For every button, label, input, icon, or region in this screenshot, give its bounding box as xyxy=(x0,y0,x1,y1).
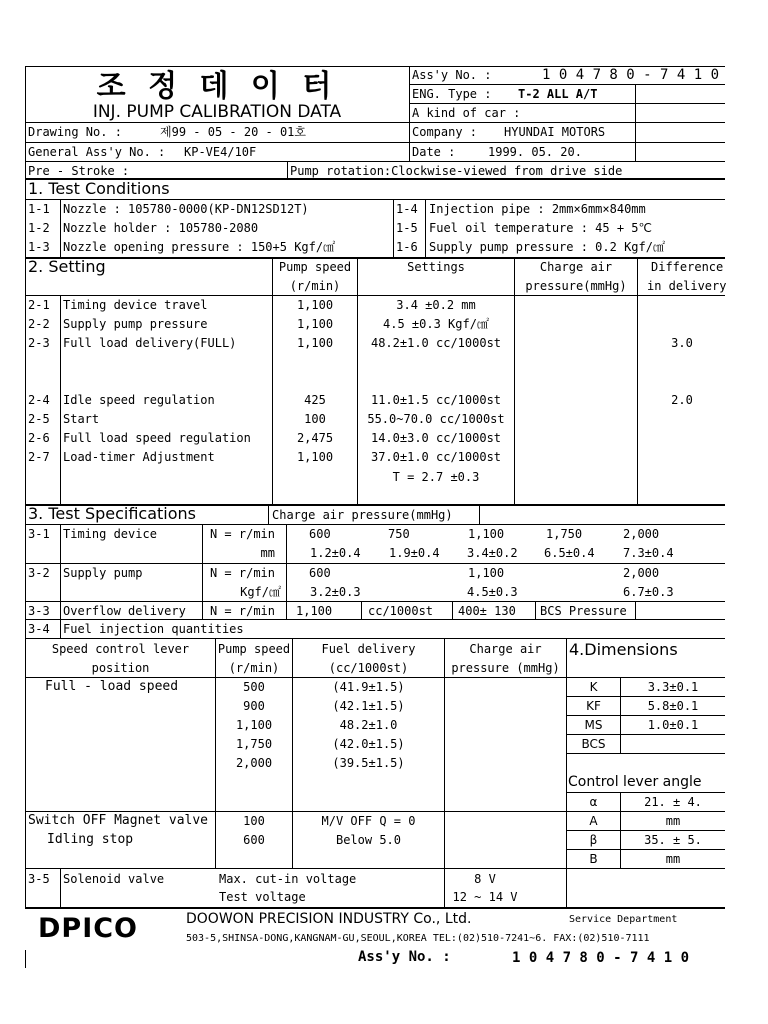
cutin-value: 8 V xyxy=(474,872,496,886)
eng-type-label: ENG. Type : xyxy=(412,87,492,101)
col-lever: Speed control lever xyxy=(51,642,190,656)
idling-stop-delivery: Below 5.0 xyxy=(335,833,402,847)
assy-no-value: 1 0 4 7 8 0 - 7 4 1 0 xyxy=(542,67,720,83)
dimension-key: K xyxy=(589,680,598,694)
spec-speed: 2,000 xyxy=(623,566,660,580)
fi-speed: 900 xyxy=(243,699,265,713)
dimension-key: BCS xyxy=(581,737,606,751)
col-difference-2: in delivery xyxy=(647,279,727,293)
spec-value: 6.7±0.3 xyxy=(623,585,674,599)
pump-rotation: Pump rotation:Clockwise-viewed from drive side xyxy=(290,164,623,178)
assy-no-label: Ass'y No. : xyxy=(412,68,492,82)
lever-key: β xyxy=(589,833,598,847)
spec-item: Timing device xyxy=(63,527,157,541)
dpico-logo: DPICO xyxy=(38,913,139,944)
condition-text: Nozzle opening pressure : 150+5 Kgf/㎠ xyxy=(63,240,336,254)
setting-value: 4.5 ±0.3 Kgf/㎠ xyxy=(383,317,489,331)
condition-no: 1-6 xyxy=(396,240,418,254)
dimension-key: KF xyxy=(586,699,601,713)
section-setting-heading: 2. Setting xyxy=(28,257,106,276)
dimension-value: 3.3±0.1 xyxy=(647,680,699,694)
spec-value: 4.5±0.3 xyxy=(467,585,518,599)
spec-no: 3-2 xyxy=(28,566,50,580)
footer-company: DOOWON PRECISION INDUSTRY Co., Ltd. xyxy=(186,911,472,927)
dimensions-heading: 4.Dimensions xyxy=(569,640,678,659)
setting-value: 48.2±1.0 cc/1000st xyxy=(370,336,502,350)
spec-speed: 600 xyxy=(309,566,331,580)
condition-no: 1-4 xyxy=(396,202,418,216)
col-fi-delivery-2: (cc/1000st) xyxy=(328,661,409,675)
idling-stop-speed: 600 xyxy=(243,833,265,847)
setting-item: Full load delivery(FULL) xyxy=(63,336,237,350)
fi-delivery: (42.1±1.5) xyxy=(332,699,405,713)
spec-item: Supply pump xyxy=(63,566,143,580)
spec-unit: N = r/min xyxy=(209,527,275,541)
test-voltage-label: Test voltage xyxy=(219,890,306,904)
setting-no: 2-7 xyxy=(28,450,50,464)
fi-speed: 2,000 xyxy=(235,756,273,770)
setting-value: 11.0±1.5 cc/1000st xyxy=(370,393,502,407)
setting-no: 2-1 xyxy=(28,298,50,312)
lever-key: B xyxy=(589,852,598,866)
date-label: Date : xyxy=(412,145,456,159)
general-assy-value: KP-VE4/10F xyxy=(184,145,257,159)
company-value: HYUNDAI MOTORS xyxy=(504,125,606,139)
setting-no: 2-5 xyxy=(28,412,50,426)
test-voltage-value: 12 ~ 14 V xyxy=(452,890,518,904)
col-fi-speed: Pump speed xyxy=(217,642,291,656)
footer-dept: Service Department xyxy=(569,914,678,925)
fi-delivery: (39.5±1.5) xyxy=(332,756,405,770)
kind-of-car-label: A kind of car : xyxy=(412,106,521,120)
spec-item: Solenoid valve xyxy=(63,872,165,886)
setting-speed: 1,100 xyxy=(296,317,334,331)
spec-speed: 600 xyxy=(309,527,331,541)
col-charge-air: Charge air xyxy=(539,260,613,274)
setting-value: 3.4 ±0.2 mm xyxy=(396,298,476,312)
setting-no: 2-4 xyxy=(28,393,50,407)
spec-speed: 1,100 xyxy=(296,604,333,618)
setting-item: Idle speed regulation xyxy=(63,393,215,407)
spec-no: 3-1 xyxy=(28,527,50,541)
section-test-conditions-heading: 1. Test Conditions xyxy=(28,179,170,198)
title-korean: 조 정 데 이 터 xyxy=(96,69,338,104)
setting-item: Load-timer Adjustment xyxy=(63,450,215,464)
condition-text: Injection pipe : 2mm×6mm×840mm xyxy=(429,202,646,216)
title-english: INJ. PUMP CALIBRATION DATA xyxy=(92,102,342,122)
condition-text: Nozzle : 105780-0000(KP-DN12SD12T) xyxy=(63,202,309,216)
setting-value: 14.0±3.0 cc/1000st xyxy=(370,431,502,445)
spec-value: 6.5±0.4 xyxy=(544,546,595,560)
condition-text: Supply pump pressure : 0.2 Kgf/㎠ xyxy=(429,240,665,254)
setting-diff: 2.0 xyxy=(671,393,693,407)
spec-unit: N = r/min xyxy=(209,566,275,580)
section-test-specs-heading: 3. Test Specifications xyxy=(28,504,197,523)
spec-no: 3-3 xyxy=(28,604,50,618)
spec-value: 400± 130 xyxy=(458,604,516,618)
condition-text: Nozzle holder : 105780-2080 xyxy=(63,221,259,235)
fi-speed: 500 xyxy=(243,680,265,694)
setting-value: 37.0±1.0 cc/1000st xyxy=(370,450,502,464)
footer-assy-no: 1 0 4 7 8 0 - 7 4 1 0 xyxy=(512,950,690,966)
col-pump-speed: Pump speed xyxy=(278,260,352,274)
spec-speed: 1,100 xyxy=(468,566,505,580)
switch-off-delivery: M/V OFF Q = 0 xyxy=(321,814,416,828)
setting-no: 2-6 xyxy=(28,431,50,445)
lever-value: mm xyxy=(665,852,681,866)
date-value: 1999. 05. 20. xyxy=(488,145,582,159)
condition-no: 1-5 xyxy=(396,221,418,235)
bcs-pressure-label: BCS Pressure xyxy=(540,604,627,618)
fi-speed: 1,100 xyxy=(235,718,273,732)
col-fi-delivery: Fuel delivery xyxy=(321,642,416,656)
setting-item: Start xyxy=(63,412,100,426)
setting-item: Timing device travel xyxy=(63,298,208,312)
spec-value: 1.9±0.4 xyxy=(389,546,440,560)
fi-delivery: 48.2±1.0 xyxy=(339,718,398,732)
condition-no: 1-2 xyxy=(28,221,50,235)
footer-assy-label: Ass'y No. : xyxy=(358,949,451,965)
setting-no: 2-3 xyxy=(28,336,50,350)
col-pump-speed-unit: (r/min) xyxy=(289,279,341,293)
spec-unit: mm xyxy=(260,546,275,560)
setting-speed: 425 xyxy=(304,393,326,407)
col-fi-speed-2: (r/min) xyxy=(228,661,280,675)
setting-item: Full load speed regulation xyxy=(63,431,251,445)
spec-item: Overflow delivery xyxy=(63,604,186,618)
drawing-no-label: Drawing No. : xyxy=(28,125,122,139)
eng-type-value: T-2 ALL A/T xyxy=(518,87,598,101)
fi-speed: 1,750 xyxy=(235,737,273,751)
col-fi-charge: Charge air xyxy=(469,642,542,656)
fi-delivery: (41.9±1.5) xyxy=(332,680,405,694)
spec-item: Fuel injection quantities xyxy=(63,622,244,636)
spec-value: 3.4±0.2 xyxy=(467,546,518,560)
spec-no: 3-4 xyxy=(28,622,50,636)
control-lever-heading: Control lever angle xyxy=(568,774,702,790)
switch-off-speed: 100 xyxy=(243,814,265,828)
lever-value: 21. ± 4. xyxy=(644,795,702,809)
spec-speed: 750 xyxy=(388,527,410,541)
lever-value: 35. ± 5. xyxy=(644,833,702,847)
spec-unit: Kgf/㎠ xyxy=(240,585,281,599)
setting-extra: T = 2.7 ±0.3 xyxy=(392,470,480,484)
charge-air-label: Charge air pressure(mmHg) xyxy=(272,508,453,522)
spec-no: 3-5 xyxy=(28,872,50,886)
lever-key: A xyxy=(589,814,598,828)
spec-value: 7.3±0.4 xyxy=(623,546,674,560)
setting-value: 55.0~70.0 cc/1000st xyxy=(367,412,505,426)
col-lever-2: position xyxy=(91,661,150,675)
setting-diff: 3.0 xyxy=(671,336,693,350)
setting-speed: 1,100 xyxy=(296,298,334,312)
spec-speed: 2,000 xyxy=(623,527,660,541)
setting-speed: 1,100 xyxy=(296,450,334,464)
setting-speed: 2,475 xyxy=(296,431,334,445)
lever-value: mm xyxy=(665,814,681,828)
general-assy-label: General Ass'y No. : xyxy=(28,145,166,159)
switch-off-label: Switch OFF Magnet valve xyxy=(28,813,209,828)
col-settings: Settings xyxy=(407,260,465,274)
idling-stop-label: Idling stop xyxy=(47,832,134,847)
col-charge-air-unit: pressure(mmHg) xyxy=(525,279,627,293)
spec-value: 1.2±0.4 xyxy=(310,546,361,560)
full-load-label: Full - load speed xyxy=(45,679,179,694)
condition-no: 1-3 xyxy=(28,240,50,254)
spec-speed: 1,750 xyxy=(546,527,583,541)
cutin-label: Max. cut-in voltage xyxy=(219,872,357,886)
setting-no: 2-2 xyxy=(28,317,50,331)
footer-address: 503-5,SHINSA-DONG,KANGNAM-GU,SEOUL,KOREA TEL:(02)510-7241~6. FAX:(02)510-7111 xyxy=(186,933,650,944)
pre-stroke-label: Pre - Stroke : xyxy=(28,164,130,178)
dimension-value: 5.8±0.1 xyxy=(647,699,699,713)
dimension-key: MS xyxy=(584,718,603,732)
setting-speed: 1,100 xyxy=(296,336,334,350)
company-label: Company : xyxy=(412,125,478,139)
dimension-value: 1.0±0.1 xyxy=(647,718,699,732)
col-fi-charge-2: pressure (mmHg) xyxy=(451,661,560,675)
fi-delivery: (42.0±1.5) xyxy=(332,737,405,751)
setting-speed: 100 xyxy=(304,412,326,426)
col-difference: Difference xyxy=(651,260,724,274)
spec-unit-q: cc/1000st xyxy=(368,604,434,618)
spec-speed: 1,100 xyxy=(468,527,505,541)
condition-no: 1-1 xyxy=(28,202,50,216)
spec-value: 3.2±0.3 xyxy=(310,585,361,599)
setting-item: Supply pump pressure xyxy=(63,317,208,331)
drawing-no-value: 제99 - 05 - 20 - 01호 xyxy=(160,125,307,139)
lever-key: α xyxy=(589,795,598,809)
condition-text: Fuel oil temperature : 45 + 5℃ xyxy=(429,221,652,235)
spec-unit: N = r/min xyxy=(209,604,275,618)
